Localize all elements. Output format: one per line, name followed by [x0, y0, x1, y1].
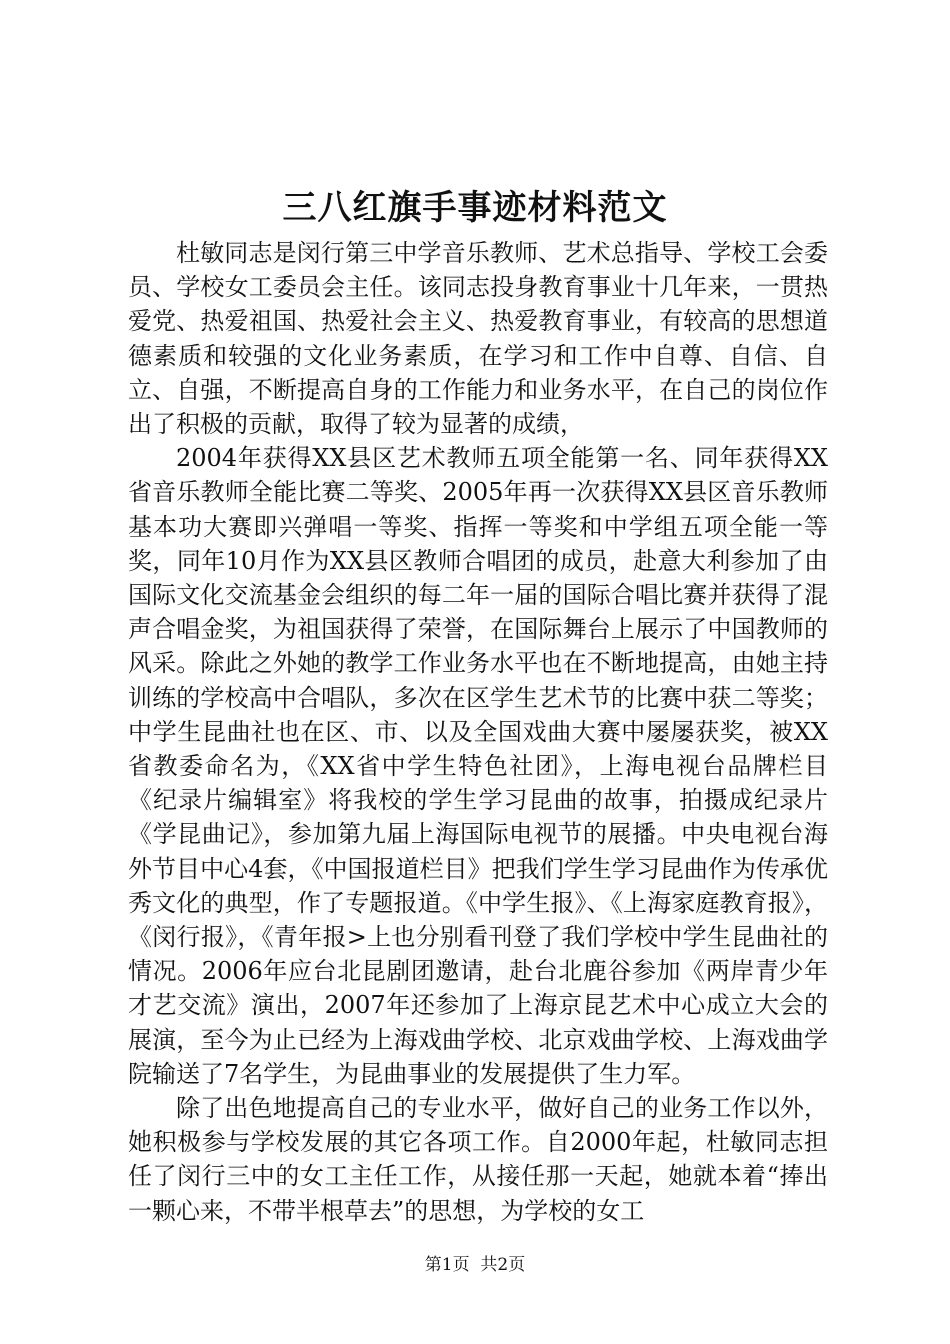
- page-total: 共2页: [480, 1255, 526, 1275]
- page-footer: [0, 1254, 950, 1276]
- page-number: 第1页: [424, 1255, 470, 1275]
- paragraph-womens-work: 除了出色地提高自己的专业水平，做好自己的业务工作以外，她积极参与学校发展的其它各项工作。自2000年起，杜敏同志担任了闵行三中的女工主任工作，从接任那一天起，她就本着“捧出一颗心来，不带半根草去”的思想，为学校的女工: [128, 1094, 828, 1225]
- paragraph-achievements: 2004年获得XX县区艺术教师五项全能第一名、同年获得XX省音乐教师全能比赛二等奖、2005年再一次获得XX县区音乐教师基本功大赛即兴弹唱一等奖、指挥一等奖和中学组五项全能一等奖，同年10月作为XX县区教师合唱团的成员，赴意大利参加了由国际文化交流基金会组织的每二年一届的国际合唱比赛并获得了混声合唱金奖，为祖国获得了荣誉，在国际舞台上展示了中国教师的风采。除此之外她的教学工作业务水平也在不断地提高，由她主持训练的学校高中合唱队，多次在区学生艺术节的比赛中获二等奖；中学生昆曲社也在区、市、以及全国戏曲大赛中屡屡获奖，被XX省教委命名为，《XX省中学生特色社团》，上海电视台品牌栏目《纪录片编辑室》将我校的学生学习昆曲的故事，拍摄成纪录片《学昆曲记》，参加第九届上海国际电视节的展播。中央电视台海外节目中心4套，《中国报道栏目》把我们学生学习昆曲作为传承优秀文化的典型，作了专题报道。《中学生报》、《上海家庭教育报》，《闵行报》，《青年报>上也分别看刊登了我们学校中学生昆曲社的情况。2006年应台北昆剧团邀请，赴台北鹿谷参加《两岸青少年才艺交流》演出，2007年还参加了上海京昆艺术中心成立大会的展演，至今为止已经为上海戏曲学校、北京戏曲学校、上海戏曲学院输送了7名学生，为昆曲事业的发展提供了生力军。: [128, 444, 828, 1088]
- document-title: 三八红旗手事迹材料范文: [282, 188, 668, 228]
- document-body: [128, 236, 828, 1228]
- paragraph-intro: 杜敏同志是闵行第三中学音乐教师、艺术总指导、学校工会委员、学校女工委员会主任。该同志投身教育事业十几年来，一贯热爱党、热爱祖国、热爱社会主义、热爱教育事业，有较高的思想道德素质和较强的文化业务素质，在学习和工作中自尊、自信、自立、自强，不断提高自身的工作能力和业务水平，在自己的岗位作出了积极的贡献，取得了较为显著的成绩，: [128, 239, 828, 439]
